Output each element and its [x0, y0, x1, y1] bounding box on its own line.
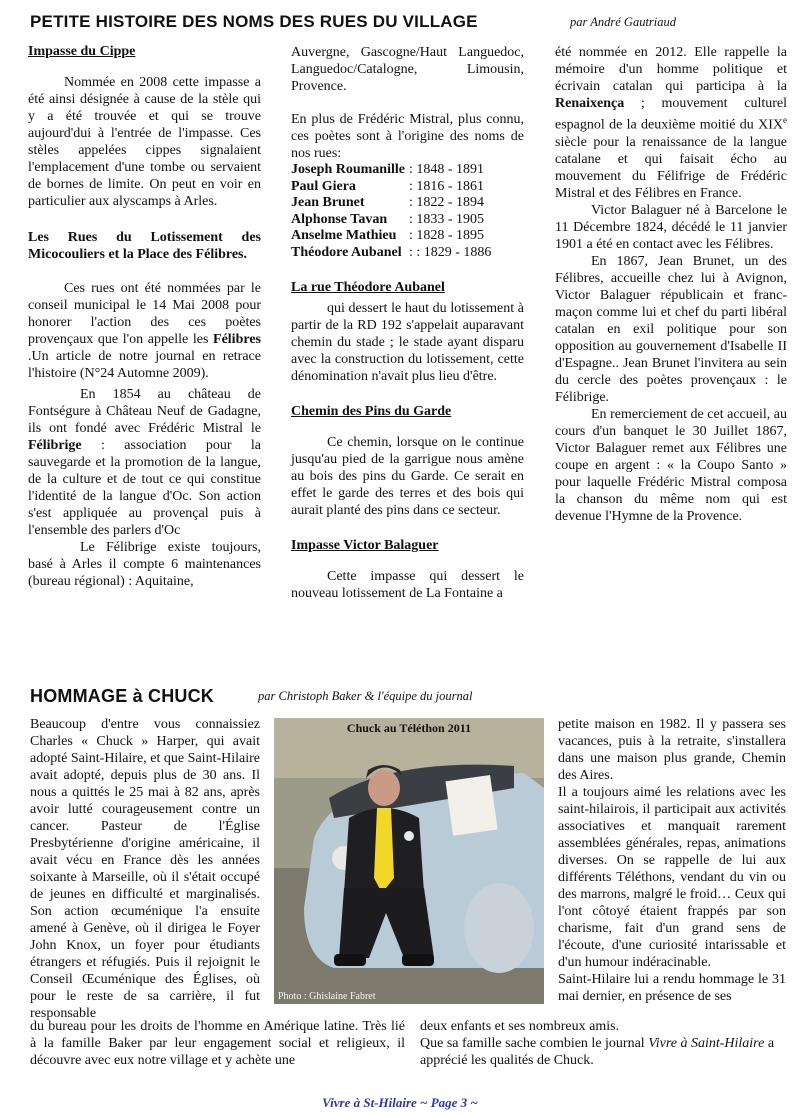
- heading-impasse-cippe: Impasse du Cippe: [28, 44, 136, 59]
- byline-gautriaud: par André Gautriaud: [570, 15, 677, 29]
- poet-dates: : 1828 - 1895: [408, 228, 485, 243]
- photo-caption: Chuck au Téléthon 2011: [346, 721, 472, 735]
- poet-name: Théodore Aubanel: [291, 244, 402, 260]
- paragraph-hommage: Saint-Hilaire lui a rendu hommage le 31 mai dernier, en présence de ses: [558, 972, 786, 1004]
- poet-row: [291, 162, 491, 179]
- paragraph-jean-brunet: En 1867, Jean Brunet, un des Félibres, accueille chez lui à Avignon, Victor Balaguer républicain et franc-maçon comme lui et chef du parti libéral catalan en exil politique pour son opposition au gouvernement d'Isabelle II d'Espagne.. Jean Brunet l'invitera au sein du cercle des poètes provençaux : le Félibrige.: [555, 253, 787, 405]
- photo-credit: Photo : Ghislaine Fabret: [278, 991, 376, 1002]
- chuck-photo-illustration: [274, 718, 544, 1004]
- column-1: [28, 44, 261, 590]
- heading-chemin-pins: Chemin des Pins du Garde: [291, 404, 452, 419]
- poet-row: [291, 179, 491, 196]
- term-renaixenca: Renaixença: [555, 96, 625, 111]
- heading-rue-aubanel: La rue Théodore Aubanel: [291, 280, 445, 295]
- column-3: [555, 44, 787, 525]
- paragraph-conclusion: Que sa famille sache combien le journal Vivre à Saint-Hilaire a apprécié les qualités de Chuck.: [420, 1036, 775, 1068]
- paragraph-lotissement-3: Le Félibrige existe toujours, basé à Arles il compte 6 maintenances (bureau régional) : Aquitaine,: [28, 540, 261, 589]
- byline-baker: par Christoph Baker & l'équipe du journal: [258, 689, 473, 703]
- poet-name: Anselme Mathieu: [291, 228, 397, 243]
- heading-impasse-balaguer: Impasse Victor Balaguer: [291, 538, 439, 553]
- poet-dates: : 1816 - 1861: [408, 178, 485, 194]
- section-title-rues: PETITE HISTOIRE DES NOMS DES RUES DU VILLAGE: [30, 12, 478, 31]
- chuck-right-column: [558, 716, 786, 1005]
- poet-dates: : : 1829 - 1886: [408, 244, 492, 260]
- poet-dates: : 1833 - 1905: [408, 211, 485, 227]
- chuck-bottom-right: [420, 1018, 786, 1069]
- poet-name: Paul Giera: [291, 178, 356, 194]
- poet-name: Joseph Roumanille: [291, 162, 405, 177]
- page-footer: Vivre à St-Hilaire ~ Page 3 ~: [322, 1095, 478, 1110]
- poet-row: [291, 212, 491, 229]
- poets-table: [291, 162, 491, 261]
- poet-row: [291, 228, 491, 245]
- paragraph-relations: Il a toujours aimé les relations avec les saint-hilairois, il participait aux activités associatives et manquait rarement assemblées générales, repas, animations diverses. On se rappelle de lui aux différents Téléthons, vendant du vin ou des marrons, malgré le froid… Ceux qui l'ont côtoyé étaient frappés par son charisme, fait d'un grand sens de l'écoute, d'une curiosité intarissable et d'un humour indéracinable.: [558, 785, 786, 970]
- paragraph-aubanel: qui dessert le haut du lotissement à partir de la RD 192 s'appelait auparavant chemin du stade ; le stade ayant disparu avec la construction du lotissement, cette dénomination n'avait plus lieu d'être.: [291, 301, 524, 384]
- poet-row: [291, 245, 491, 262]
- paragraph-lotissement-2: En 1854 au château de Fontségure à Château Neuf de Gadagne, ils ont fondé avec Frédéric Mistral le Félibrige : association pour la sauvegarde et la promotion de la langue, de la culture et de tout ce qui constitue l'identité de la langue d'Oc. Son action s'est appliquée au provençal puis à l'ensemble des parlers d'Oc: [28, 387, 261, 538]
- poet-dates: : 1822 - 1894: [408, 195, 485, 210]
- paragraph-renaixenca: été nommée en 2012. Elle rappelle la mémoire d'un homme politique et écrivain catalan qui participa à la Renaixença ; mouvement culturel espagnol de la deuxième moitié du XIXe siècle pour la renaissance de la langue catalane et qui faisait écho au mouvement du Félifrige de Frédéric Mistral et des Félibres en France.: [555, 45, 788, 201]
- paragraph-coupo-santo: En remerciement de cet accueil, au cours d'un banquet le 30 Juillet 1867, Victor Balaguer remet aux Félibres une coupe en argent : « la Coupo Santo » pour laquelle Frédéric Mistral composa la chanson du même nom qui est devenue l'Hymne de la Provence.: [555, 406, 787, 524]
- section-title-chuck: HOMMAGE à CHUCK: [30, 686, 215, 706]
- term-felibres: Félibres: [213, 332, 261, 347]
- paragraph-balaguer-bio: Victor Balaguer né à Barcelone le 11 Décembre 1824, décédé le 11 janvier 1901 a été en contact avec les Félibres.: [555, 202, 787, 252]
- column-2: [291, 44, 524, 602]
- heading-lotissement: Les Rues du Lotissement des Micocouliers et la Place des Félibres.: [28, 230, 261, 262]
- paragraph-poets-intro: En plus de Frédéric Mistral, plus connu, ces poètes sont à l'origine des noms de nos rues:: [291, 112, 524, 161]
- chuck-bottom-left: du bureau pour les droits de l'homme en Amérique latine. Très lié à la famille Baker par leur engagement social et religieux, il découvre avec eux notre village et y achète une: [30, 1019, 405, 1068]
- paragraph-lotissement-1: Ces rues ont été nommées par le conseil municipal le 14 Mai 2008 pour honorer l'action des ces poètes provençaux que l'on appelle les Félibres .Un article de notre journal en retrace l'histoire (N°24 Automne 2009).: [28, 281, 261, 381]
- paragraph-balaguer: Cette impasse qui dessert le nouveau lotissement de La Fontaine a: [291, 569, 524, 601]
- paragraph-maintenances: Auvergne, Gascogne/Haut Languedoc, Languedoc/Catalogne, Limousin, Provence.: [291, 45, 524, 94]
- poet-dates: : 1848 - 1891: [408, 162, 485, 177]
- paragraph-cippe: Nommée en 2008 cette impasse a été ainsi désignée à cause de la stèle qui y a été trouvée et qui se trouve aujourd'dui à l'entrée de l'impasse. Ces stèles appelées cippes signalaient l'emplacement d'une tombe ou servaient de bornes de limite. On peut en voir en particulier aux alyscamps à Arles.: [28, 75, 261, 209]
- paragraph-maison: petite maison en 1982. Il y passera ses vacances, puis à la retraite, s'installera dans une maison plus grande, Chemin des Aires.: [558, 717, 786, 783]
- paragraph-enfants: deux enfants et ses nombreux amis.: [420, 1019, 620, 1034]
- chuck-photo: [274, 718, 544, 1004]
- term-felibrige: Félibrige: [28, 438, 82, 453]
- poet-row: [291, 195, 491, 212]
- paragraph-pins: Ce chemin, lorsque on le continue jusqu'au pied de la garrigue nous amène au bois des pins du Garde. Ce serait en effet le garde des terres et des bois qui aurait planté des pins dans ce secteur.: [291, 435, 524, 518]
- journal-name: Vivre à Saint-Hilaire: [648, 1036, 765, 1051]
- poet-name: Alphonse Tavan: [291, 211, 388, 227]
- chuck-left-column: Beaucoup d'entre vous connaissiez Charles « Chuck » Harper, qui avait adopté Saint-Hilaire, et que Saint-Hilaire avait adopté, depuis plus de 30 ans. Il nous a quittés le 25 mai à 82 ans, après avoir lutté courageusement contre un cancer. Pasteur de l'Église Presbytérienne d'origine américaine, il avait vécu en France dès les années soixante à Marseille, où il s'était occupé de jeunes en difficulté et marginalisés. Son action œcuménique l'a ensuite amené à Genève, où il dirigea le Foyer John Knox, un foyer pour étudiants étrangers et réfugiés. Puis il rejoignit le Conseil Œcuménique des Églises, où pour le reste de sa carrière, il fut responsable: [30, 717, 260, 1021]
- poet-name: Jean Brunet: [291, 195, 365, 210]
